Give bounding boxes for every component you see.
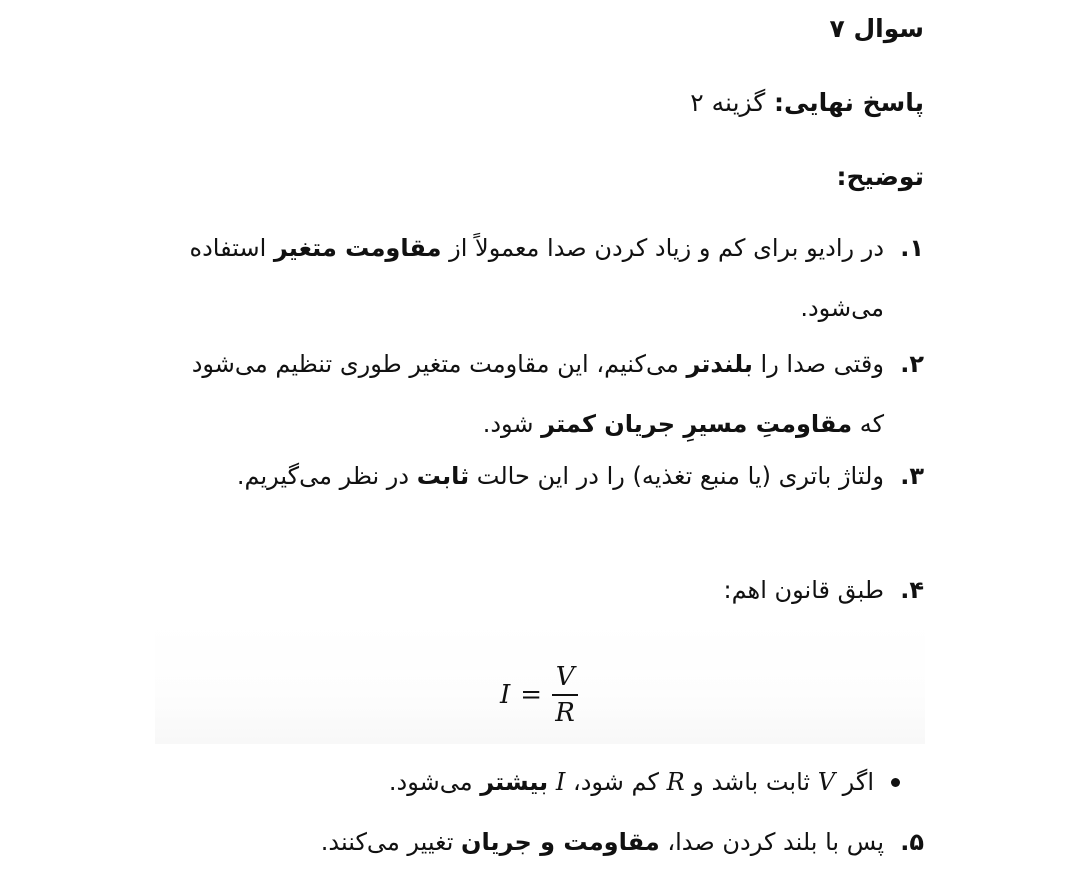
formula-fraction <box>552 662 578 728</box>
text-run: در رادیو برای کم و زیاد کردن صدا معمولاً از <box>441 234 884 262</box>
item-number: ۴. <box>900 576 924 604</box>
bold-run: مقاومتِ مسیرِ جریان کمتر <box>541 410 853 438</box>
bold-run: ثابت <box>416 462 470 490</box>
text-run: می‌کنیم، این مقاومت متغیر طوری تنظیم می‌شود که <box>191 350 884 438</box>
text-run: پس با بلند کردن صدا، <box>659 828 884 856</box>
text-run <box>548 768 556 796</box>
text-run: اگر <box>835 768 874 796</box>
explanation-title: توضیح: <box>836 162 924 191</box>
formula-equals: = <box>520 680 543 710</box>
text-run: استفاده می‌شود. <box>189 234 884 322</box>
list-item-4 <box>164 560 924 620</box>
item-number: ۱. <box>900 234 924 262</box>
math-var: V <box>817 768 836 796</box>
formula-lhs: I <box>500 680 511 710</box>
list-item-2 <box>164 334 924 454</box>
bullet-text <box>200 758 874 806</box>
final-answer-value: گزینه ۲ <box>690 88 766 117</box>
formula-numerator: V <box>555 662 575 692</box>
math-var: I <box>555 768 566 796</box>
item-number: ۳. <box>900 462 924 490</box>
bullet-item <box>200 758 900 806</box>
bold-run: مقاومت و جریان <box>461 828 660 856</box>
text-run: کم شود، <box>565 768 667 796</box>
bold-run: بیشتر <box>480 768 549 796</box>
item-number: ۲. <box>900 350 924 378</box>
list-item-1 <box>164 218 924 338</box>
text-run: ولتاژ باتری (یا منبع تغذیه) را در این حالت <box>469 462 884 490</box>
final-answer-line <box>690 86 924 120</box>
formula-denominator: R <box>555 698 575 728</box>
fraction-bar <box>552 694 578 696</box>
item-number: ۵. <box>900 828 924 856</box>
math-var: R <box>666 768 685 796</box>
text-run: ثابت باشد و <box>684 768 818 796</box>
text-run: در نظر می‌گیریم. <box>236 462 417 490</box>
bullet-dot <box>891 778 900 787</box>
item-text: طبق قانون اهم: <box>723 576 884 604</box>
list-item-3 <box>164 446 924 506</box>
item-text <box>164 446 884 506</box>
text-run: می‌شود. <box>388 768 481 796</box>
item-text <box>164 334 884 454</box>
text-run: شود. <box>482 410 542 438</box>
text-run: تغییر می‌کنند. <box>320 828 462 856</box>
list-item-5 <box>164 812 924 872</box>
item-text <box>164 218 884 338</box>
text-run: وقتی صدا را <box>752 350 884 378</box>
item-text <box>164 812 884 872</box>
question-title: سوال ۷ <box>829 14 924 43</box>
final-answer-label: پاسخ نهایی: <box>773 88 924 117</box>
bold-run: بلندتر <box>686 350 753 378</box>
bold-run: مقاومت متغیر <box>273 234 442 262</box>
ohms-law-formula <box>500 658 578 732</box>
